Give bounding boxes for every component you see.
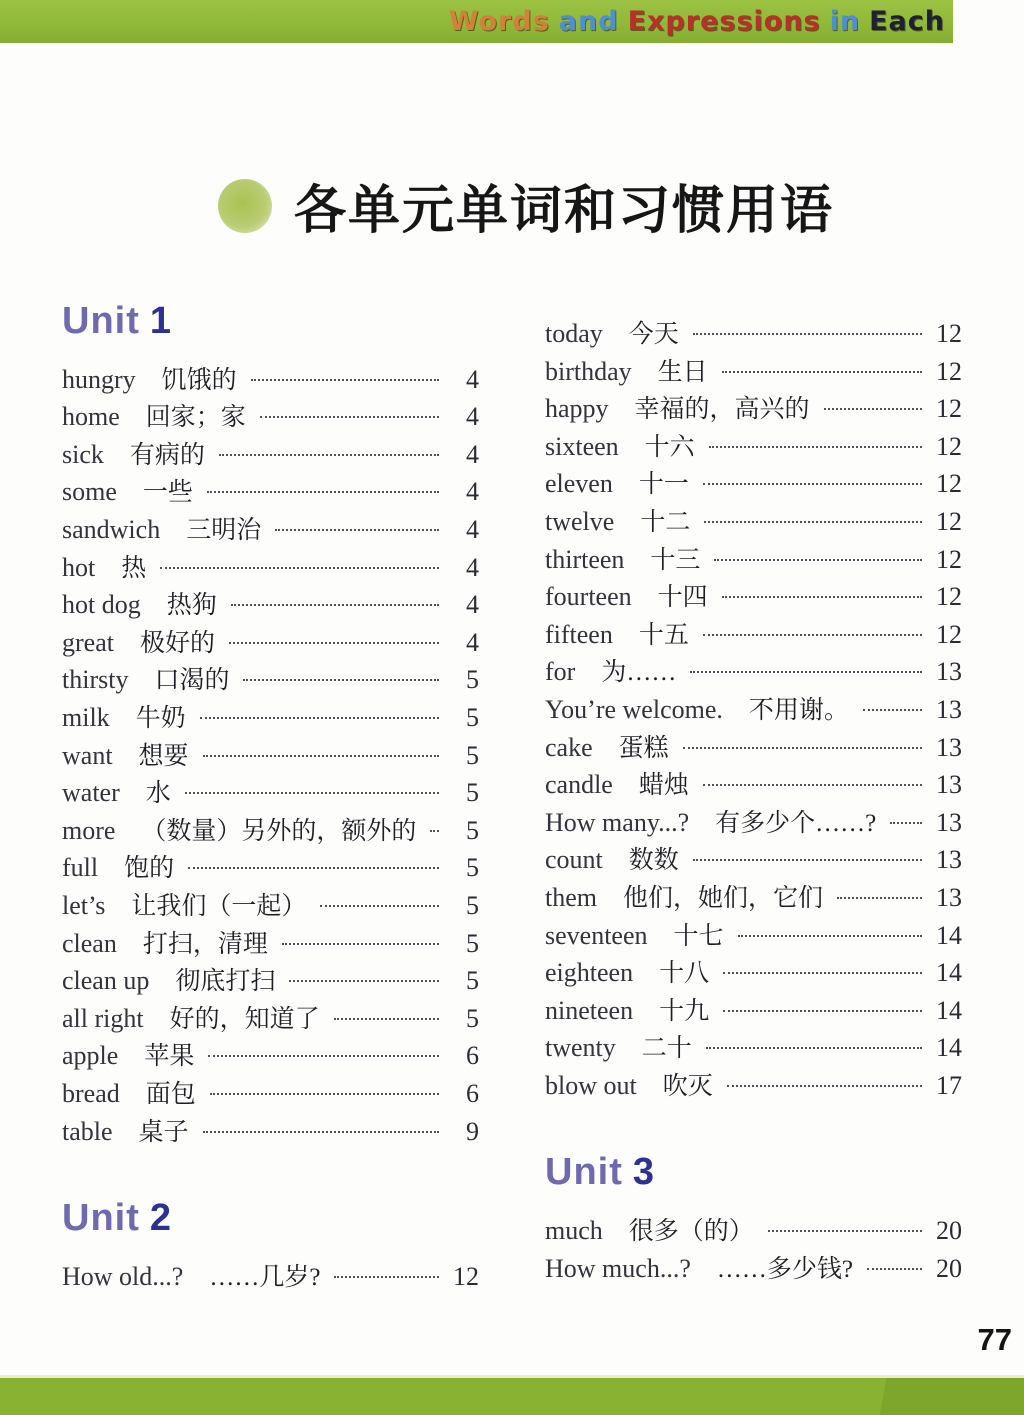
vocab-entry xyxy=(545,1066,962,1104)
entry-page-ref: 4 xyxy=(466,402,479,432)
entry-translation: 十四 xyxy=(657,584,708,612)
dotted-leader xyxy=(714,559,922,561)
dotted-leader xyxy=(219,454,439,456)
dotted-leader xyxy=(837,897,922,899)
entry-translation: 蜡烛 xyxy=(638,772,689,800)
entry-translation: 幸福的，高兴的 xyxy=(634,396,810,424)
entry-page-ref: 12 xyxy=(936,544,962,574)
dotted-leader xyxy=(260,416,439,418)
vocab-entry xyxy=(62,773,479,811)
entry-page-ref: 20 xyxy=(936,1216,962,1246)
entry-word: all right xyxy=(62,1003,144,1033)
entry-page-ref: 12 xyxy=(936,506,962,536)
vocab-entry xyxy=(545,991,962,1029)
dotted-leader xyxy=(203,1131,439,1133)
entry-page-ref: 13 xyxy=(936,694,962,724)
vocab-entry xyxy=(545,878,962,916)
entry-word: clean xyxy=(62,928,117,958)
vocab-entry xyxy=(62,585,479,623)
entry-translation: 十七 xyxy=(673,922,724,950)
dotted-leader xyxy=(703,784,922,786)
entry-word: seventeen xyxy=(545,920,648,950)
vocab-entry xyxy=(62,999,479,1037)
dotted-leader xyxy=(334,1276,439,1278)
unit-heading-prefix: Unit xyxy=(545,1151,623,1194)
vocab-entry xyxy=(545,1249,962,1287)
entry-translation: ……多少钱? xyxy=(716,1255,853,1283)
vocab-entry xyxy=(545,464,962,502)
banner-word: Words xyxy=(448,6,550,37)
vocab-entry xyxy=(62,623,479,661)
entry-page-ref: 12 xyxy=(936,394,962,424)
bottom-bar xyxy=(0,1375,1024,1415)
entry-page-ref: 13 xyxy=(936,770,962,800)
entry-translation: 面包 xyxy=(145,1080,196,1108)
entry-word: birthday xyxy=(545,356,632,386)
entry-page-ref: 4 xyxy=(466,515,479,545)
entry-page-ref: 5 xyxy=(466,815,479,845)
entry-translation: 十九 xyxy=(659,997,710,1025)
entry-translation: 彻底打扫 xyxy=(175,968,276,996)
vocab-entry xyxy=(62,736,479,774)
dotted-leader xyxy=(703,634,922,636)
entry-translation: 回家；家 xyxy=(145,404,246,432)
dotted-leader xyxy=(275,529,439,531)
entry-translation: 生日 xyxy=(657,358,708,386)
entry-page-ref: 12 xyxy=(936,431,962,461)
dotted-leader xyxy=(188,867,439,869)
vocab-entry xyxy=(62,472,479,510)
vocab-entry xyxy=(545,765,962,803)
entry-page-ref: 12 xyxy=(936,319,962,348)
entry-word: eighteen xyxy=(545,958,634,988)
entry-page-ref: 13 xyxy=(936,882,962,912)
unit-heading-number: 3 xyxy=(632,1151,656,1194)
entry-page-ref: 4 xyxy=(466,590,479,620)
entry-translation: 极好的 xyxy=(139,629,215,657)
entry-word: fifteen xyxy=(545,619,613,649)
entry-word: blow out xyxy=(545,1070,637,1100)
top-banner xyxy=(0,0,953,43)
dotted-leader xyxy=(693,859,922,861)
vocab-entry xyxy=(545,502,962,540)
entry-translation: 有病的 xyxy=(129,441,205,469)
vocab-entry xyxy=(62,660,479,698)
entry-word: apple xyxy=(62,1041,119,1071)
entry-translation: 十八 xyxy=(659,960,710,988)
entry-page-ref: 14 xyxy=(936,995,962,1025)
dotted-leader xyxy=(231,604,439,606)
vocab-entry xyxy=(62,360,479,398)
entry-translation: 他们，她们，它们 xyxy=(623,884,824,912)
entry-word: some xyxy=(62,477,117,507)
entry-translation: 今天 xyxy=(628,321,679,348)
vocab-entry xyxy=(62,435,479,473)
right-column xyxy=(545,300,962,1294)
entry-page-ref: 13 xyxy=(936,657,962,687)
entry-translation: 蛋糕 xyxy=(618,734,669,762)
entry-page-ref: 5 xyxy=(466,928,479,958)
unit-heading-number: 1 xyxy=(149,300,173,342)
vocab-entry xyxy=(62,510,479,548)
banner-word: Each xyxy=(869,6,945,37)
entry-page-ref: 12 xyxy=(936,469,962,499)
vocab-entry xyxy=(545,840,962,878)
entry-word: hot xyxy=(62,552,96,582)
dotted-leader xyxy=(185,792,439,794)
vocab-entry xyxy=(545,953,962,991)
entry-translation: 热狗 xyxy=(166,592,217,620)
entry-word: hungry xyxy=(62,364,136,394)
entry-page-ref: 5 xyxy=(466,703,479,733)
dotted-leader xyxy=(282,943,439,945)
vocab-entry xyxy=(545,652,962,690)
entry-translation: 不用谢。 xyxy=(748,696,849,724)
entry-page-ref: 5 xyxy=(466,740,479,770)
entry-page-ref: 6 xyxy=(466,1041,479,1071)
dotted-leader xyxy=(723,1010,922,1012)
vocab-entry xyxy=(62,886,479,924)
dotted-leader xyxy=(727,1085,922,1087)
entry-page-ref: 5 xyxy=(466,778,479,808)
dotted-leader xyxy=(683,747,922,749)
dotted-leader xyxy=(722,596,922,598)
entry-page-ref: 20 xyxy=(936,1253,962,1283)
entry-word: bread xyxy=(62,1078,120,1108)
unit-heading-prefix: Unit xyxy=(62,1197,140,1240)
entry-translation: 很多（的） xyxy=(628,1218,754,1246)
entry-translation: 饥饿的 xyxy=(161,366,237,394)
entry-word: want xyxy=(62,740,113,770)
entry-page-ref: 6 xyxy=(466,1078,479,1108)
dotted-leader xyxy=(430,830,439,832)
entry-word: count xyxy=(545,845,603,875)
entry-word: full xyxy=(62,853,99,883)
entry-translation: 三明治 xyxy=(186,517,262,545)
dotted-leader xyxy=(200,717,439,719)
vocab-entry xyxy=(545,1211,962,1249)
entry-translation: 吹灭 xyxy=(662,1072,713,1100)
entry-translation: 十三 xyxy=(650,546,701,574)
entry-page-ref: 5 xyxy=(466,891,479,920)
dotted-leader xyxy=(723,972,922,974)
vocab-entry xyxy=(62,397,479,435)
vocab-entry xyxy=(62,811,479,849)
entry-page-ref: 13 xyxy=(936,845,962,875)
dotted-leader xyxy=(824,408,922,410)
entry-word: sick xyxy=(62,439,104,469)
dotted-leader xyxy=(251,379,439,381)
entry-translation: 桌子 xyxy=(138,1118,189,1146)
entry-translation: 好的，知道了 xyxy=(169,1005,320,1033)
entry-page-ref: 14 xyxy=(936,958,962,988)
vocab-columns xyxy=(62,300,962,1294)
entry-page-ref: 12 xyxy=(936,619,962,649)
entry-translation: 苹果 xyxy=(144,1043,195,1071)
dotted-leader xyxy=(160,567,439,569)
entry-translation: 让我们（一起） xyxy=(131,893,307,920)
dotted-leader xyxy=(690,671,922,673)
entry-word: home xyxy=(62,402,120,432)
vocab-entry xyxy=(62,1036,479,1074)
entry-page-ref: 5 xyxy=(466,665,479,695)
dotted-leader xyxy=(210,1093,439,1095)
dotted-leader xyxy=(693,333,922,335)
vocab-entry xyxy=(545,916,962,954)
dotted-leader xyxy=(229,642,439,644)
dotted-leader xyxy=(738,935,922,937)
dotted-leader xyxy=(867,1268,922,1270)
vocab-entry xyxy=(545,540,962,578)
entry-word: more xyxy=(62,815,116,845)
entry-translation: 十五 xyxy=(638,621,689,649)
left-column xyxy=(62,300,479,1294)
entry-page-ref: 9 xyxy=(466,1116,479,1146)
banner-word: Expressions xyxy=(627,6,821,37)
entry-word: How many...? xyxy=(545,807,690,837)
vocab-entry xyxy=(62,548,479,586)
entry-translation: 饱的 xyxy=(124,855,175,883)
entry-translation: ……几岁? xyxy=(209,1263,321,1291)
entry-word: water xyxy=(62,778,120,808)
entry-word: sandwich xyxy=(62,515,161,545)
unit-heading-prefix: Unit xyxy=(62,300,140,342)
vocab-entry xyxy=(545,577,962,615)
page-number: 77 xyxy=(977,1322,1012,1357)
dotted-leader xyxy=(704,521,922,523)
dotted-leader xyxy=(709,446,922,448)
entry-word: eleven xyxy=(545,469,613,499)
dotted-leader xyxy=(863,709,922,711)
entry-page-ref: 5 xyxy=(466,1003,479,1033)
vocab-entry xyxy=(545,427,962,465)
vocab-entry xyxy=(62,1112,479,1150)
entry-translation: 十六 xyxy=(644,433,695,461)
unit-heading xyxy=(545,1151,962,1195)
entry-page-ref: 14 xyxy=(936,1033,962,1063)
unit-heading xyxy=(62,300,479,344)
entry-word: thirsty xyxy=(62,665,129,695)
entry-page-ref: 17 xyxy=(936,1070,962,1100)
entry-word: twelve xyxy=(545,506,615,536)
bullet-dot-icon xyxy=(218,179,272,233)
vocab-entry xyxy=(62,698,479,736)
entry-translation: 想要 xyxy=(138,742,189,770)
entry-word: table xyxy=(62,1116,113,1146)
entry-word: candle xyxy=(545,770,613,800)
entry-page-ref: 4 xyxy=(466,627,479,657)
entry-translation: 打扫，清理 xyxy=(142,930,268,958)
entry-page-ref: 5 xyxy=(466,853,479,883)
entry-translation: 水 xyxy=(145,780,171,808)
dotted-leader xyxy=(207,491,439,493)
entry-page-ref: 4 xyxy=(466,552,479,582)
unit-heading-number: 2 xyxy=(149,1197,173,1240)
entry-word: clean up xyxy=(62,966,150,996)
entry-translation: 十一 xyxy=(638,471,689,499)
entry-page-ref: 12 xyxy=(453,1261,479,1291)
entry-page-ref: 12 xyxy=(936,582,962,612)
banner-word: and xyxy=(558,6,619,37)
vocab-entry xyxy=(545,389,962,427)
entry-word: great xyxy=(62,627,114,657)
vocab-entry xyxy=(545,1028,962,1066)
dotted-leader xyxy=(208,1055,439,1057)
unit-heading xyxy=(62,1197,479,1241)
vocab-entry xyxy=(62,1257,479,1295)
entry-word: let’s xyxy=(62,891,106,920)
vocab-entry xyxy=(545,803,962,841)
entry-word: thirteen xyxy=(545,544,625,574)
entry-page-ref: 4 xyxy=(466,477,479,507)
entry-page-ref: 5 xyxy=(466,966,479,996)
entry-translation: 牛奶 xyxy=(135,705,186,733)
entry-page-ref: 12 xyxy=(936,356,962,386)
banner-word: in xyxy=(829,6,861,37)
dotted-leader xyxy=(334,1018,439,1020)
entry-word: for xyxy=(545,657,576,687)
dotted-leader xyxy=(703,483,922,485)
entry-word: How old...? xyxy=(62,1261,184,1291)
entry-word: cake xyxy=(545,732,593,762)
entry-translation: 口渴的 xyxy=(154,667,230,695)
banner-title xyxy=(440,6,945,37)
dotted-leader xyxy=(243,679,439,681)
vocab-entry xyxy=(545,690,962,728)
dotted-leader xyxy=(722,371,922,373)
vocab-entry xyxy=(62,848,479,886)
entry-translation: 二十 xyxy=(641,1035,692,1063)
entry-translation: 热 xyxy=(121,554,147,582)
vocab-entry xyxy=(545,728,962,766)
vocab-entry xyxy=(62,961,479,999)
entry-word: nineteen xyxy=(545,995,634,1025)
entry-page-ref: 4 xyxy=(466,364,479,394)
entry-page-ref: 14 xyxy=(936,920,962,950)
entry-word: twenty xyxy=(545,1033,616,1063)
entry-word: fourteen xyxy=(545,582,632,612)
vocab-entry xyxy=(62,924,479,962)
entry-translation: 有多少个……? xyxy=(715,809,877,837)
entry-page-ref: 4 xyxy=(466,439,479,469)
page-title: 各单元单词和习惯用语 xyxy=(294,182,835,240)
vocab-entry xyxy=(545,314,962,352)
entry-translation: 数数 xyxy=(628,847,679,875)
vocab-entry xyxy=(62,1074,479,1112)
entry-translation: 十二 xyxy=(640,508,691,536)
entry-word: them xyxy=(545,882,597,912)
entry-translation: 一些 xyxy=(142,479,193,507)
entry-word: hot dog xyxy=(62,590,141,620)
dotted-leader xyxy=(768,1230,922,1232)
entry-word: today xyxy=(545,319,603,348)
entry-word: You’re welcome. xyxy=(545,694,723,724)
entry-word: sixteen xyxy=(545,431,619,461)
entry-word: How much...? xyxy=(545,1253,691,1283)
entry-word: milk xyxy=(62,703,110,733)
dotted-leader xyxy=(890,822,922,824)
entry-word: much xyxy=(545,1216,603,1246)
entry-word: happy xyxy=(545,394,609,424)
vocab-entry xyxy=(545,615,962,653)
vocab-entry xyxy=(545,352,962,390)
dotted-leader xyxy=(203,755,439,757)
dotted-leader xyxy=(706,1047,922,1049)
dotted-leader xyxy=(289,980,439,982)
entry-page-ref: 13 xyxy=(936,732,962,762)
page-title-row xyxy=(218,168,834,243)
entry-page-ref: 13 xyxy=(936,807,962,837)
dotted-leader xyxy=(320,905,439,907)
entry-translation: （数量）另外的，额外的 xyxy=(141,817,417,845)
entry-translation: 为…… xyxy=(601,659,677,687)
